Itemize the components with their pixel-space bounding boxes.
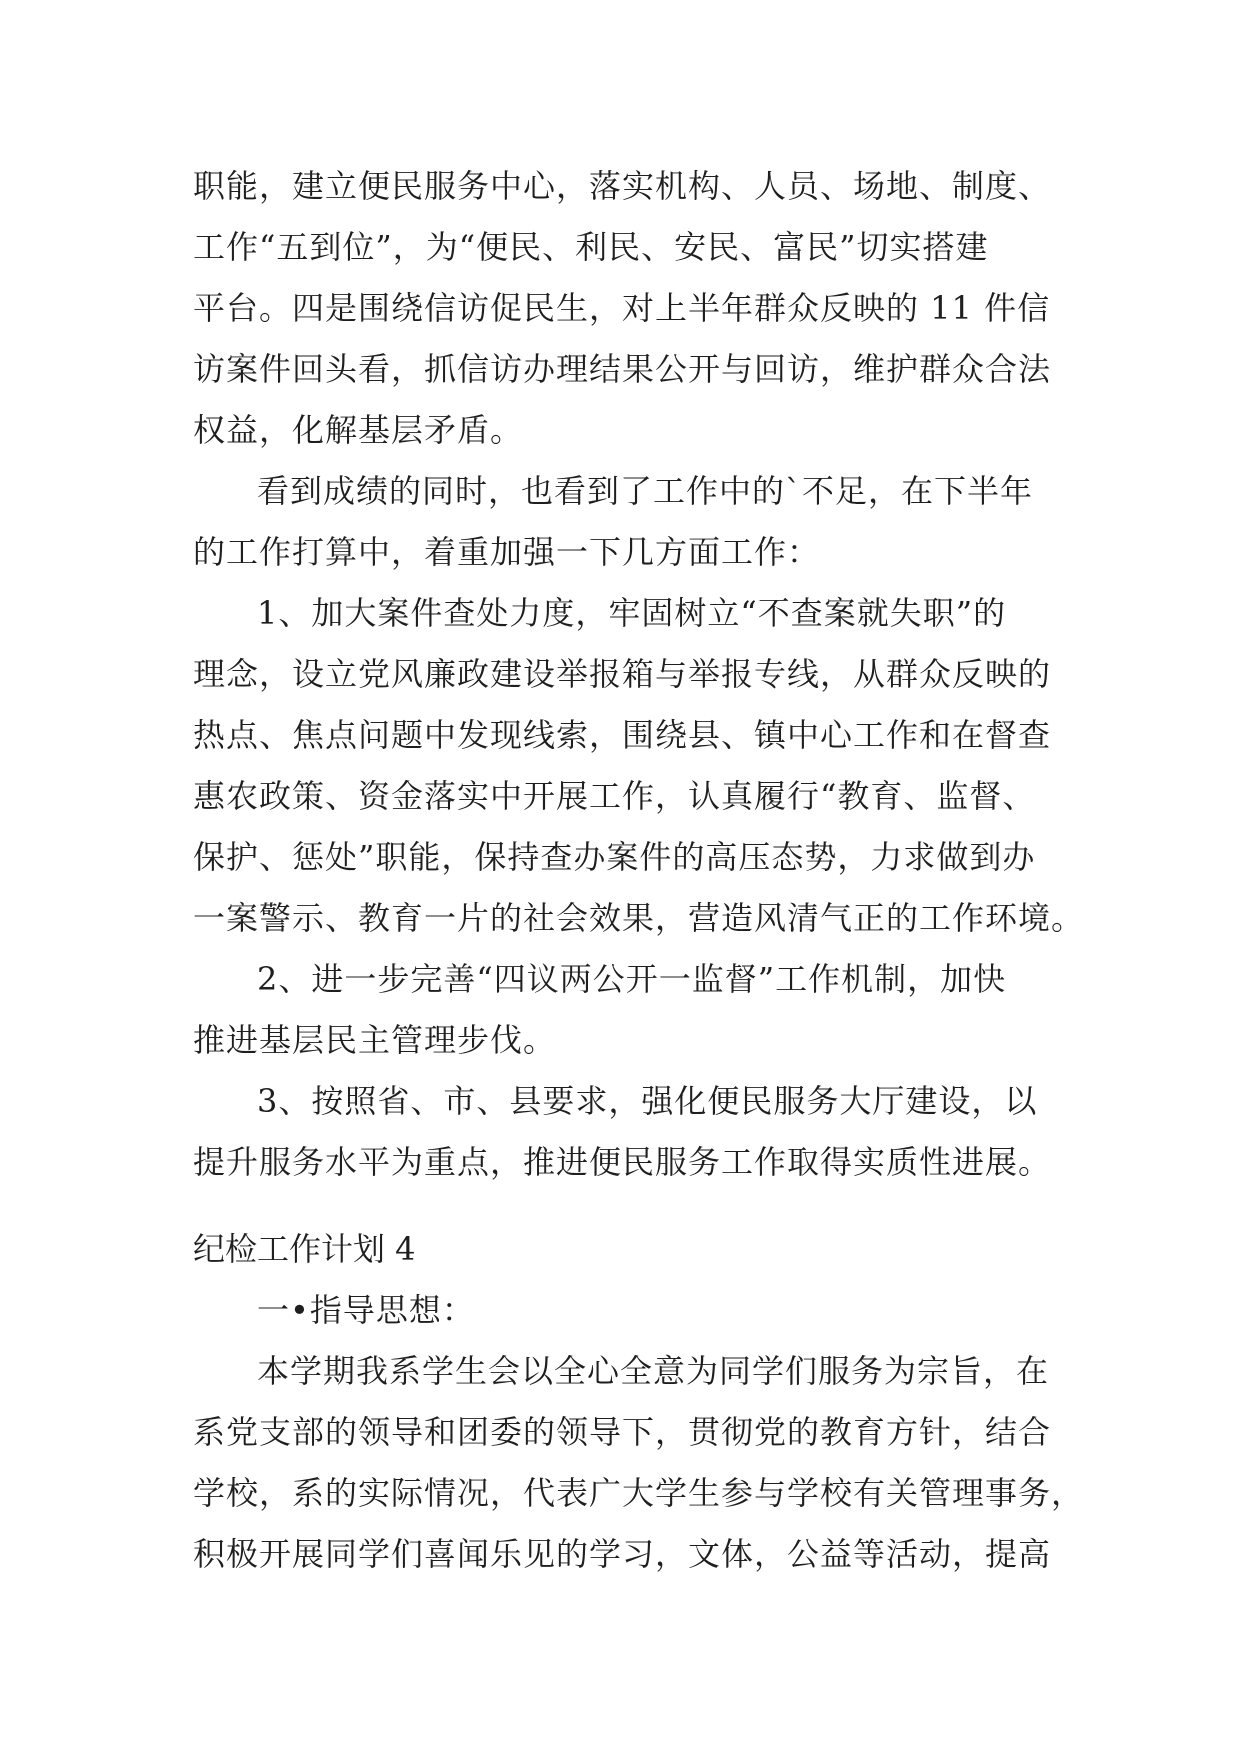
text-line: 推进基层民主管理步伐。	[193, 1021, 557, 1059]
section-heading: 纪检工作计划 4	[193, 1230, 416, 1268]
text-line: 惠农政策、资金落实中开展工作，认真履行“教育、监督、	[193, 777, 1036, 815]
text-line: 热点、焦点问题中发现线索，围绕县、镇中心工作和在督查	[193, 716, 1052, 754]
text-line: 的工作打算中，着重加强一下几方面工作：	[193, 533, 821, 571]
subsection-heading: 一•指导思想：	[257, 1291, 475, 1329]
text-line: 平台。四是围绕信访促民生，对上半年群众反映的 11 件信	[193, 289, 1051, 327]
paragraph-first-line: 看到成绩的同时，也看到了工作中的`不足，在下半年	[257, 472, 1034, 510]
text-line: 理念，设立党风廉政建设举报箱与举报专线，从群众反映的	[193, 655, 1052, 693]
text-line: 提升服务水平为重点，推进便民服务工作取得实质性进展。	[193, 1143, 1052, 1181]
text-line: 系党支部的领导和团委的领导下，贯彻党的教育方针，结合	[193, 1413, 1052, 1451]
text-line: 访案件回头看，抓信访办理结果公开与回访，维护群众合法	[193, 350, 1052, 388]
text-line: 权益，化解基层矛盾。	[193, 411, 524, 449]
paragraph-first-line: 本学期我系学生会以全心全意为同学们服务为宗旨，在	[257, 1352, 1050, 1390]
text-line: 一案警示、教育一片的社会效果，营造风清气正的工作环境。	[193, 899, 1085, 937]
text-line: 保护、惩处”职能，保持查办案件的高压态势，力求做到办	[193, 838, 1036, 876]
text-line: 积极开展同学们喜闻乐见的学习，文体，公益等活动，提高	[193, 1535, 1052, 1573]
list-item-3: 3、按照省、市、县要求，强化便民服务大厅建设，以	[257, 1082, 1038, 1120]
list-item-2: 2、进一步完善“四议两公开一监督”工作机制，加快	[257, 960, 1007, 998]
text-line: 职能，建立便民服务中心，落实机构、人员、场地、制度、	[193, 167, 1052, 205]
text-line: 学校，系的实际情况，代表广大学生参与学校有关管理事务，	[193, 1474, 1085, 1512]
list-item-1: 1、加大案件查处力度，牢固树立“不查案就失职”的	[257, 594, 1007, 632]
text-line: 工作“五到位”，为“便民、利民、安民、富民”切实搭建	[193, 228, 989, 266]
